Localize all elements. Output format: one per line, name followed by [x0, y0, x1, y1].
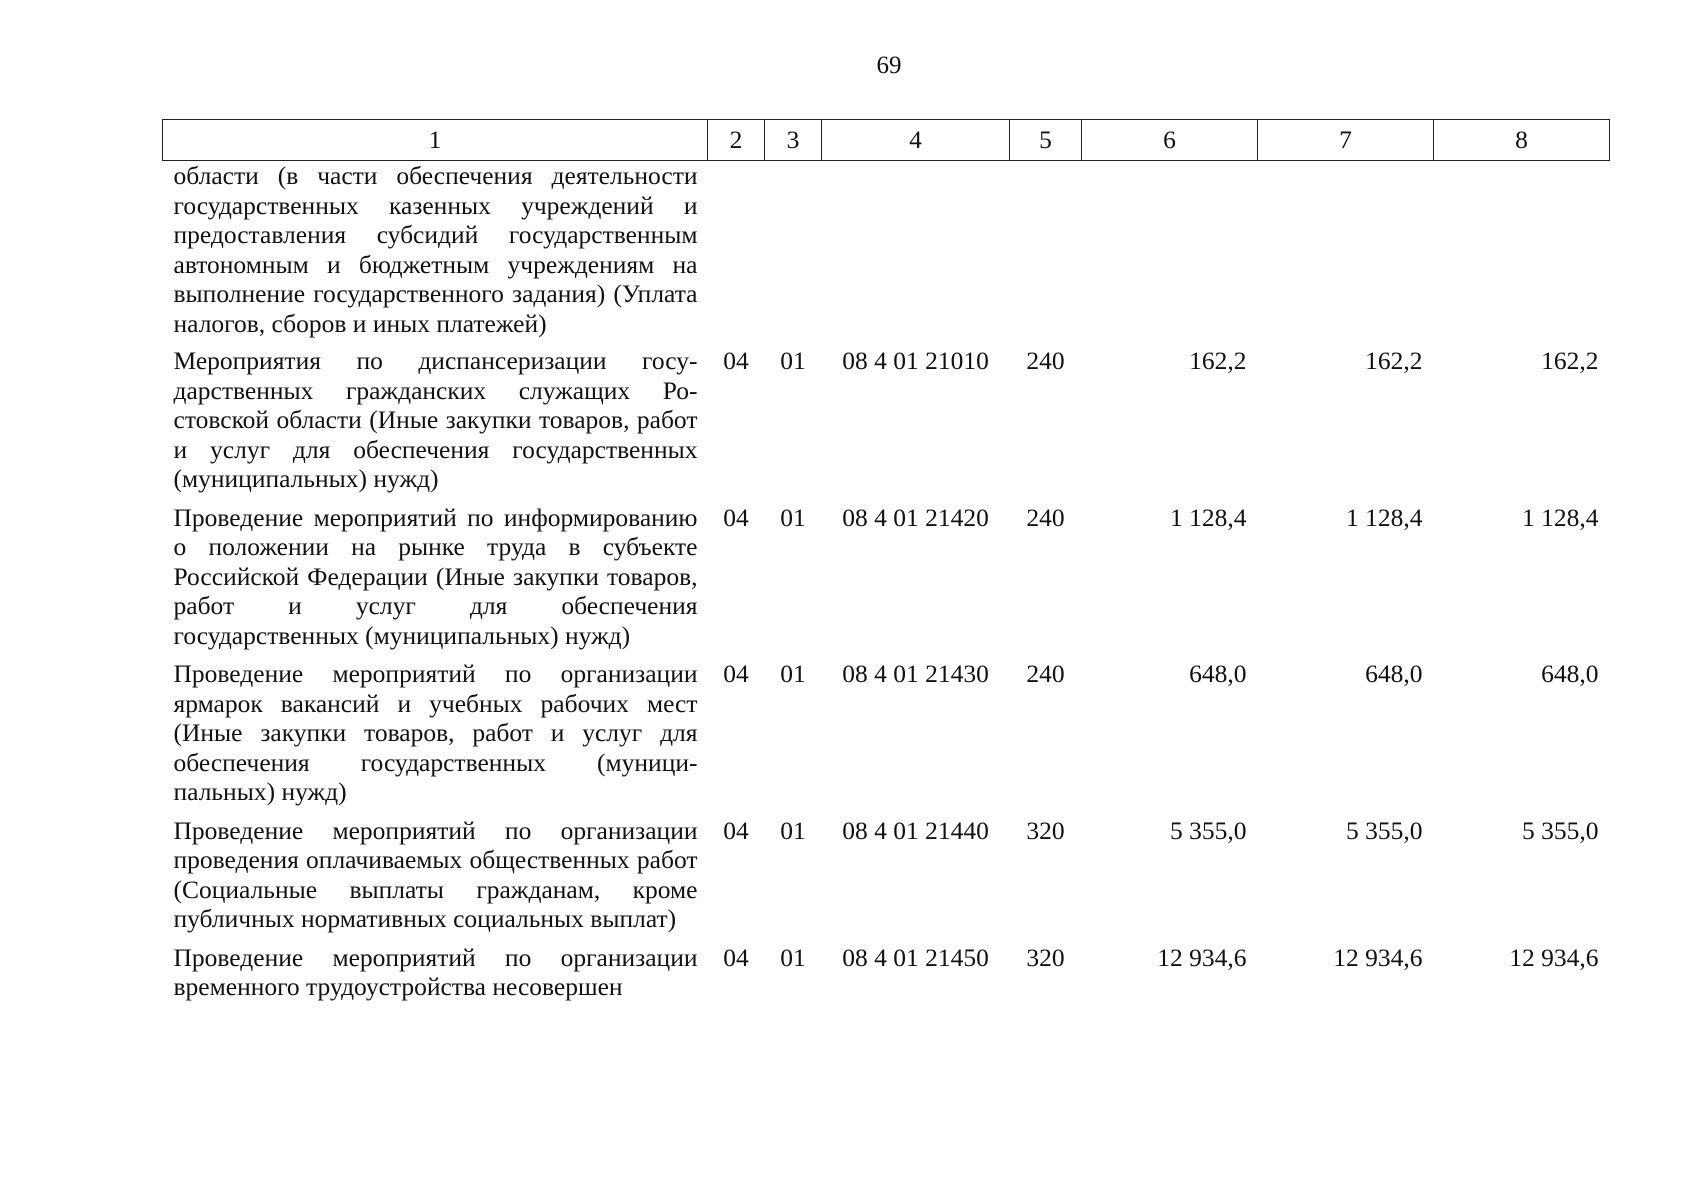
column-header-4: 4 [822, 120, 1010, 161]
column-header-6: 6 [1082, 120, 1258, 161]
page-number: 69 [876, 52, 902, 79]
budget-table [162, 119, 1610, 1011]
cell-section: 04 [723, 346, 749, 375]
column-header-7: 7 [1258, 120, 1434, 161]
cell-target-article: 08 4 01 21450 [842, 942, 989, 972]
cell-section [708, 161, 765, 347]
cell-amount-8 [1434, 161, 1610, 347]
row-description: Проведение мероприятий по организации проведения оплачиваемых общественных работ (Социальные выплаты гражданам, кроме публичных нормативных социальных выплат) [173, 815, 698, 933]
cell-subsection: 01 [780, 346, 806, 375]
column-header-5: 5 [1010, 120, 1082, 161]
cell-expense-type: 320 [1026, 815, 1065, 845]
table-row [163, 816, 1610, 943]
cell-amount-6: 648,0 [1189, 659, 1247, 688]
cell-target-article: 08 4 01 21440 [842, 815, 989, 845]
cell-expense-type [1010, 161, 1082, 347]
column-header-2: 2 [708, 120, 765, 161]
cell-amount-6: 162,2 [1189, 346, 1247, 375]
row-description: Мероприятия по диспансеризации государственных гражданских служащих Ростовской области (Иные закупки товаров, работ и услуг для обеспечения государственных (муниципальных) нужд) [173, 346, 698, 493]
cell-section: 04 [723, 942, 749, 972]
row-description: Проведение мероприятий по информированию о положении на рынке труда в субъекте Российской Федерации (Иные закупки товаров, работ и услуг для обеспечения государственных (муниципальных) нужд) [173, 502, 698, 650]
cell-expense-type: 240 [1026, 659, 1065, 688]
cell-amount-7: 1 128,4 [1346, 502, 1423, 532]
cell-expense-type: 240 [1026, 346, 1065, 375]
table-row [163, 161, 1610, 347]
cell-subsection: 01 [780, 502, 806, 532]
cell-amount-8: 162,2 [1541, 346, 1599, 375]
cell-amount-6: 5 355,0 [1170, 815, 1247, 845]
cell-amount-7 [1258, 161, 1434, 347]
table-row [163, 943, 1610, 1011]
cell-expense-type: 240 [1026, 502, 1065, 532]
cell-target-article: 08 4 01 21430 [842, 659, 989, 688]
cell-subsection: 01 [780, 815, 806, 845]
cell-amount-8: 648,0 [1541, 659, 1599, 688]
cell-subsection: 01 [780, 942, 806, 972]
row-description: Проведение мероприятий по организации ярмарок вакансий и учебных рабочих мест (Иные закупки товаров, работ и услуг для обеспечения государственных (муниципальных) нужд) [173, 659, 698, 806]
cell-section: 04 [723, 659, 749, 688]
row-description: области (в части обеспечения деятельности государственных казенных учреждений и предоставления субсидий государственным автономным и бюджетным учреждениям на выполнение государственного задания) (Уплата налогов, сборов и иных платежей) [173, 161, 698, 338]
cell-expense-type: 320 [1026, 942, 1065, 972]
cell-amount-7: 5 355,0 [1346, 815, 1423, 845]
cell-amount-6: 1 128,4 [1170, 502, 1247, 532]
cell-amount-7: 648,0 [1365, 659, 1423, 688]
cell-amount-7: 12 934,6 [1333, 942, 1423, 972]
cell-section: 04 [723, 502, 749, 532]
cell-section: 04 [723, 815, 749, 845]
cell-amount-7: 162,2 [1365, 346, 1423, 375]
cell-target-article: 08 4 01 21420 [842, 502, 989, 532]
cell-subsection: 01 [780, 659, 806, 688]
table-row [163, 659, 1610, 816]
cell-amount-6: 12 934,6 [1157, 942, 1247, 972]
cell-subsection [765, 161, 822, 347]
cell-target-article: 08 4 01 21010 [842, 346, 989, 375]
column-header-3: 3 [765, 120, 822, 161]
column-header-1: 1 [163, 120, 708, 161]
row-description: Проведение мероприятий по организации временного трудоустройства несовершен [173, 942, 698, 1001]
cell-target-article [822, 161, 1010, 347]
table-row [163, 346, 1610, 503]
cell-amount-8: 5 355,0 [1522, 815, 1599, 845]
column-header-8: 8 [1434, 120, 1610, 161]
table-row [163, 503, 1610, 660]
table-header-row [163, 120, 1610, 161]
cell-amount-6 [1082, 161, 1258, 347]
cell-amount-8: 1 128,4 [1522, 502, 1599, 532]
cell-amount-8: 12 934,6 [1509, 942, 1599, 972]
